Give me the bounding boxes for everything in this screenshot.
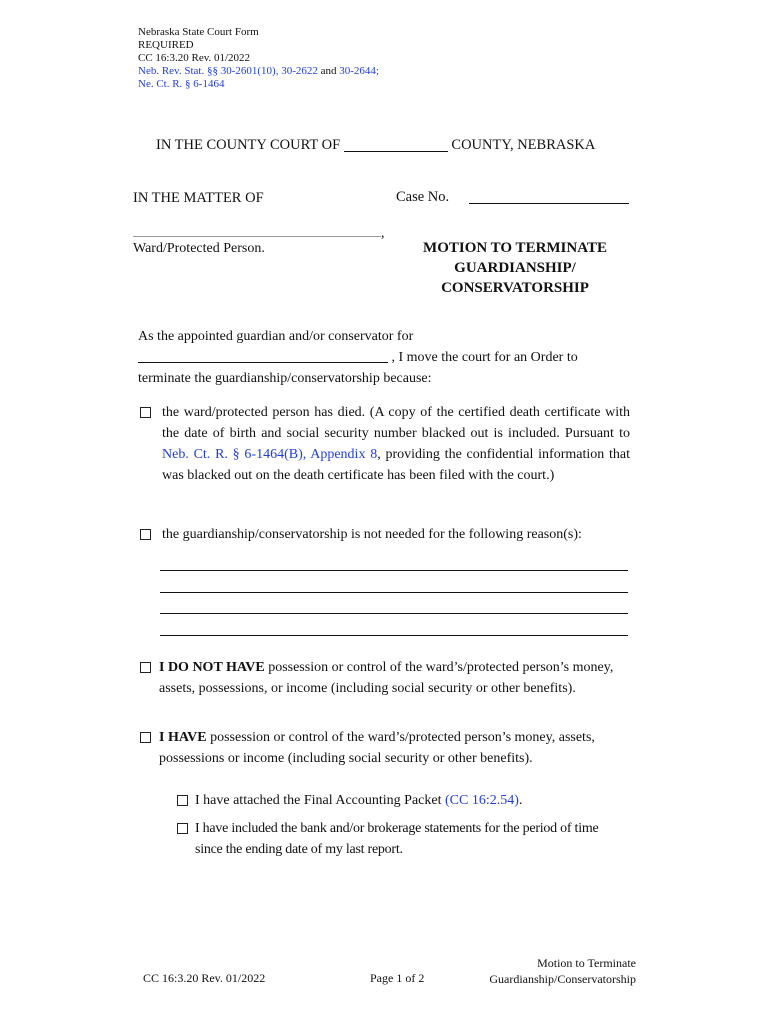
footer-form-id: CC 16:3.20 Rev. 01/2022 (143, 971, 266, 985)
died-checkbox[interactable] (140, 407, 151, 418)
no-possession-text (159, 657, 614, 699)
statements-checkbox[interactable] (177, 823, 188, 834)
footer-title-line-2: Guardianship/Conservatorship (489, 972, 636, 986)
statements-line-1: I have included the bank and/or brokerage statements for the period of time (195, 821, 599, 836)
accounting-packet-link[interactable]: (CC 16:2.54) (444, 793, 519, 808)
court-caption (156, 135, 626, 156)
header-line-2: REQUIRED (138, 39, 194, 51)
header-line-1: Nebraska State Court Form (138, 26, 259, 38)
appendix-link[interactable]: Neb. Ct. R. § 6-1464(B), Appendix 8 (162, 447, 378, 462)
died-text-after: , providing the confidential information that was blacked out on the death certificate has been filed with the court.) (162, 447, 631, 483)
statute-sep: , (275, 65, 282, 77)
possession-checkbox[interactable] (140, 732, 151, 743)
county-name-field[interactable] (344, 137, 448, 152)
matter-label: IN THE MATTER OF (133, 190, 264, 206)
ward-label: Ward/Protected Person. (133, 241, 265, 256)
accounting-body: I have attached the Final Accounting Packet (195, 793, 445, 808)
title-line-1: MOTION TO TERMINATE (423, 240, 607, 256)
statute-end: ; (375, 65, 379, 77)
no-possession-body: possession or control of the ward’s/protected person’s money, assets, possessions, or income (including social security or other benefits). (159, 660, 614, 696)
died-text (162, 402, 630, 486)
accounting-end: . (518, 793, 523, 808)
court-suffix: COUNTY, NEBRASKA (447, 137, 596, 153)
statutes-line (138, 65, 379, 78)
intro-paragraph (138, 326, 608, 389)
reason-line-2[interactable] (160, 592, 628, 593)
intro-line-2: , I move the court for an Order to (388, 350, 578, 365)
guardian-name-field[interactable] (138, 347, 388, 363)
no-possession-checkbox[interactable] (140, 662, 151, 673)
form-header (138, 26, 379, 91)
title-line-2: GUARDIANSHIP/ (454, 260, 576, 276)
statements-line-2: since the ending date of my last report. (195, 842, 403, 857)
possession-bold: I HAVE (159, 730, 207, 745)
accounting-checkbox[interactable] (177, 795, 188, 806)
accounting-text (195, 790, 635, 811)
footer-title (470, 955, 636, 987)
statute-and: and (317, 65, 340, 77)
not-needed-checkbox[interactable] (140, 529, 151, 540)
ward-name-field[interactable] (133, 236, 381, 237)
statements-text (195, 818, 640, 860)
footer-page-number: Page 1 of 2 (370, 971, 425, 985)
header-line-3: CC 16:3.20 Rev. 01/2022 (138, 52, 251, 64)
case-no-field[interactable] (469, 203, 629, 204)
possession-text (159, 727, 631, 769)
possession-body: possession or control of the ward’s/protected person’s money, assets, possessions or income (including social security or other benefits). (159, 730, 595, 766)
motion-title (410, 238, 620, 298)
reason-line-3[interactable] (160, 613, 628, 614)
court-prefix: IN THE COUNTY COURT OF (156, 137, 344, 153)
reason-line-4[interactable] (160, 635, 628, 636)
intro-line-1: As the appointed guardian and/or conservator for (138, 329, 414, 344)
statute-link-c[interactable]: 30-2644 (339, 65, 376, 77)
statute-link-b[interactable]: 30-2622 (281, 65, 318, 77)
title-line-3: CONSERVATORSHIP (441, 280, 589, 296)
no-possession-bold: I DO NOT HAVE (159, 660, 265, 675)
reason-line-1[interactable] (160, 570, 628, 571)
footer-title-line-1: Motion to Terminate (537, 956, 636, 970)
ward-comma: , (381, 226, 385, 241)
not-needed-text: the guardianship/conservatorship is not needed for the following reason(s): (162, 527, 582, 542)
case-no-label: Case No. (396, 189, 450, 205)
statutes-prefix: Neb. Rev. Stat. §§ (138, 65, 221, 77)
intro-line-3: terminate the guardianship/conservatorship because: (138, 371, 432, 386)
died-text-before: the ward/protected person has died. (A copy of the certified death certificate with the date of birth and social security number blacked out is included. Pursuant to (162, 405, 630, 441)
statute-link-a[interactable]: 30-2601(10) (220, 65, 276, 77)
rule-link[interactable]: Ne. Ct. R. § 6-1464 (138, 78, 225, 90)
